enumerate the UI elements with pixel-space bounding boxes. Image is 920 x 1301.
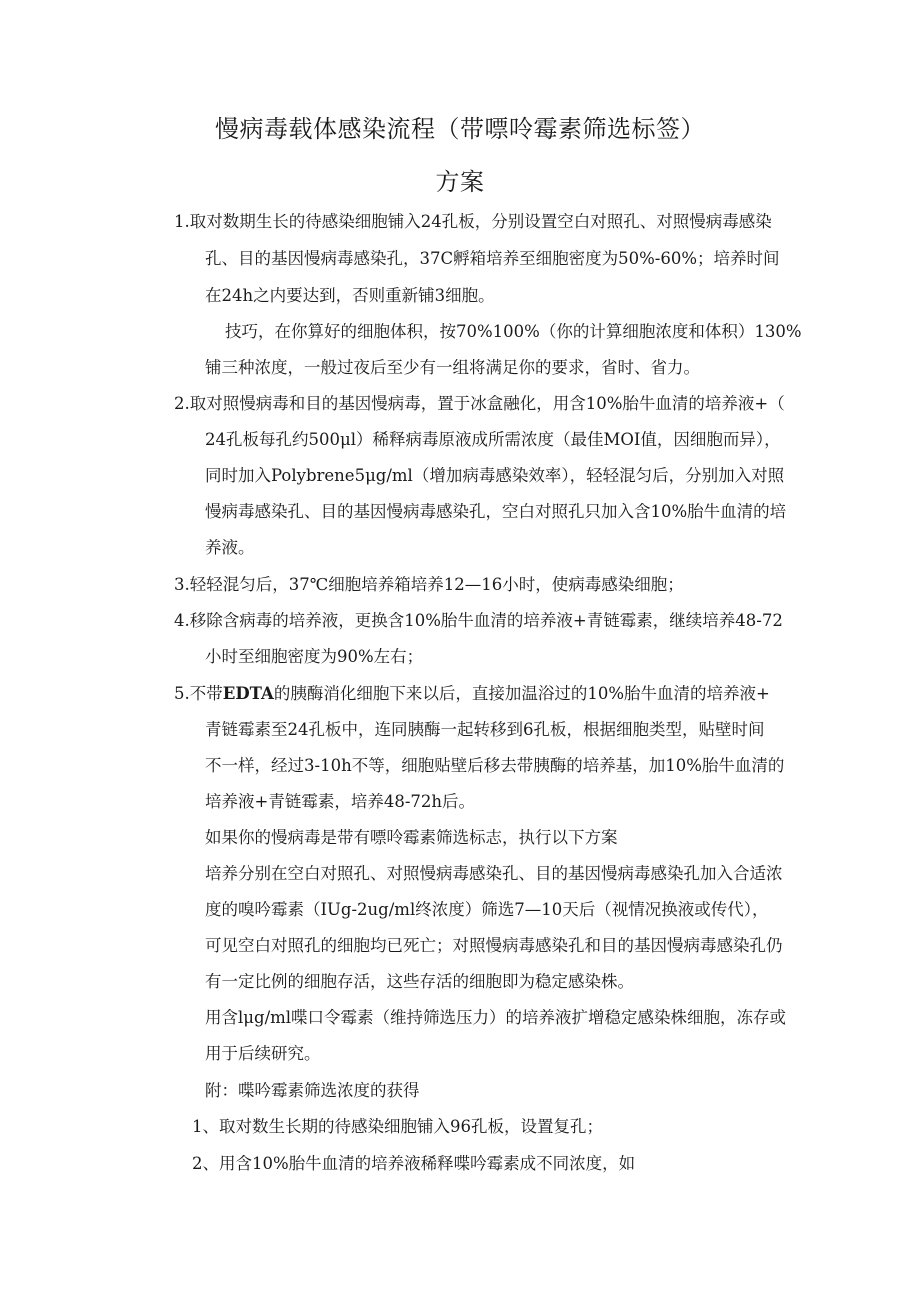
step-2-line-2: 24孔板每孔约500μl）稀释病毒原液成所需浓度（最佳MOI值，因细胞而异）， bbox=[205, 430, 781, 449]
puro-line-4: 有一定比例的细胞存活，这些存活的细胞即为稳定感染株。 bbox=[205, 972, 634, 991]
step-1-line-2: 孔、目的基因慢病毒感染孔，37C孵箱培养至细胞密度为50%-60%；培养时间 bbox=[205, 249, 780, 268]
step-5-edta: EDTA bbox=[222, 684, 274, 703]
step-1-line-1 bbox=[174, 210, 772, 234]
step-5-line-4: 培养液+青链霉素，培养48-72h后。 bbox=[205, 792, 476, 811]
page-title: 慢病毒载体感染流程（带嘌呤霉素筛选标签） bbox=[215, 115, 705, 143]
puro-line-3: 可见空白对照孔的细胞均已死亡；对照慢病毒感染孔和目的基因慢病毒感染孔仍 bbox=[205, 936, 783, 955]
step-5-line-3: 不一样，经过3-10h不等，细胞贴壁后移去带胰酶的培养基，加10%胎牛血清的 bbox=[205, 756, 785, 775]
step-4-line-1 bbox=[174, 609, 783, 633]
step-1-tip-line-2: 铺三种浓度，一般过夜后至少有一组将满足你的要求，省时、省力。 bbox=[205, 358, 700, 377]
appendix-item-1: 1、取对数生长期的待感染细胞铺入96孔板，设置复孔； bbox=[192, 1117, 603, 1136]
step-2-line-3: 同时加入Polybrene5μg/ml（增加病毒感染效率），轻轻混匀后，分别加入对照 bbox=[205, 466, 785, 485]
maintain-line-1: 用含lμg/ml喋口令霉素（维持筛选压力）的培养液扩增稳定感染株细胞，冻存或 bbox=[205, 1008, 787, 1027]
step-4-number: 4 bbox=[174, 611, 185, 630]
page-subtitle: 方案 bbox=[435, 168, 485, 196]
step-2-number: 2 bbox=[174, 394, 185, 413]
maintain-line-2: 用于后续研究。 bbox=[205, 1044, 321, 1063]
step-4-line-2: 小时至细胞密度为90%左右； bbox=[205, 647, 424, 666]
step-2-text-1: .取对照慢病毒和目的基因慢病毒，置于冰盒融化，用含10%胎牛血清的培养液+（ bbox=[184, 394, 785, 413]
puro-line-1: 培养分别在空白对照孔、对照慢病毒感染孔、目的基因慢病毒感染孔加入合适浓 bbox=[205, 864, 783, 883]
appendix-item-2: 2、用含10%胎牛血清的培养液稀释喋吟霉素成不同浓度，如 bbox=[192, 1154, 636, 1173]
step-2-line-5: 养液。 bbox=[205, 538, 255, 557]
step-4-text-1: .移除含病毒的培养液，更换含10%胎牛血清的培养液+青链霉素，继续培养48-72 bbox=[184, 611, 783, 630]
puro-line-2: 度的嗅吟霉素（IUg-2ug/ml终浓度）筛选7—10天后（视情况换液或传代）， bbox=[205, 900, 769, 919]
step-5-number: 5 bbox=[174, 684, 185, 703]
step-5-line-2: 青链霉素至24孔板中，连同胰酶一起转移到6孔板，根据细胞类型，贴壁时间 bbox=[205, 720, 765, 739]
step-1-text-1: .取对数期生长的待感染细胞铺入24孔板，分别设置空白对照孔、对照慢病毒感染 bbox=[184, 212, 772, 231]
step-3-text-1: .轻轻混匀后，37℃细胞培养箱培养12—16小时，使病毒感染细胞； bbox=[184, 575, 684, 594]
step-5-text-after: 的胰酶消化细胞下来以后，直接加温浴过的10%胎牛血清的培养液+ bbox=[273, 684, 770, 703]
appendix-title: 附：喋吟霉素筛选浓度的获得 bbox=[205, 1081, 420, 1100]
step-5-text-before: .不带 bbox=[184, 684, 223, 703]
step-5-line-1 bbox=[174, 682, 770, 706]
step-3-line-1 bbox=[174, 573, 684, 597]
step-1-number: 1 bbox=[174, 212, 185, 231]
puro-note: 如果你的慢病毒是带有嘌呤霉素筛选标志，执行以下方案 bbox=[205, 828, 618, 847]
step-1-tip-line-1: 技巧，在你算好的细胞体积，按70%100%（你的计算细胞浓度和体积）130% bbox=[225, 322, 802, 341]
step-1-line-3: 在24h之内要达到，否则重新铺3细胞。 bbox=[205, 286, 495, 305]
step-2-line-1 bbox=[174, 392, 785, 416]
step-3-number: 3 bbox=[174, 575, 185, 594]
step-2-line-4: 慢病毒感染孔、目的基因慢病毒感染孔，空白对照孔只加入含10%胎牛血清的培 bbox=[205, 502, 787, 521]
